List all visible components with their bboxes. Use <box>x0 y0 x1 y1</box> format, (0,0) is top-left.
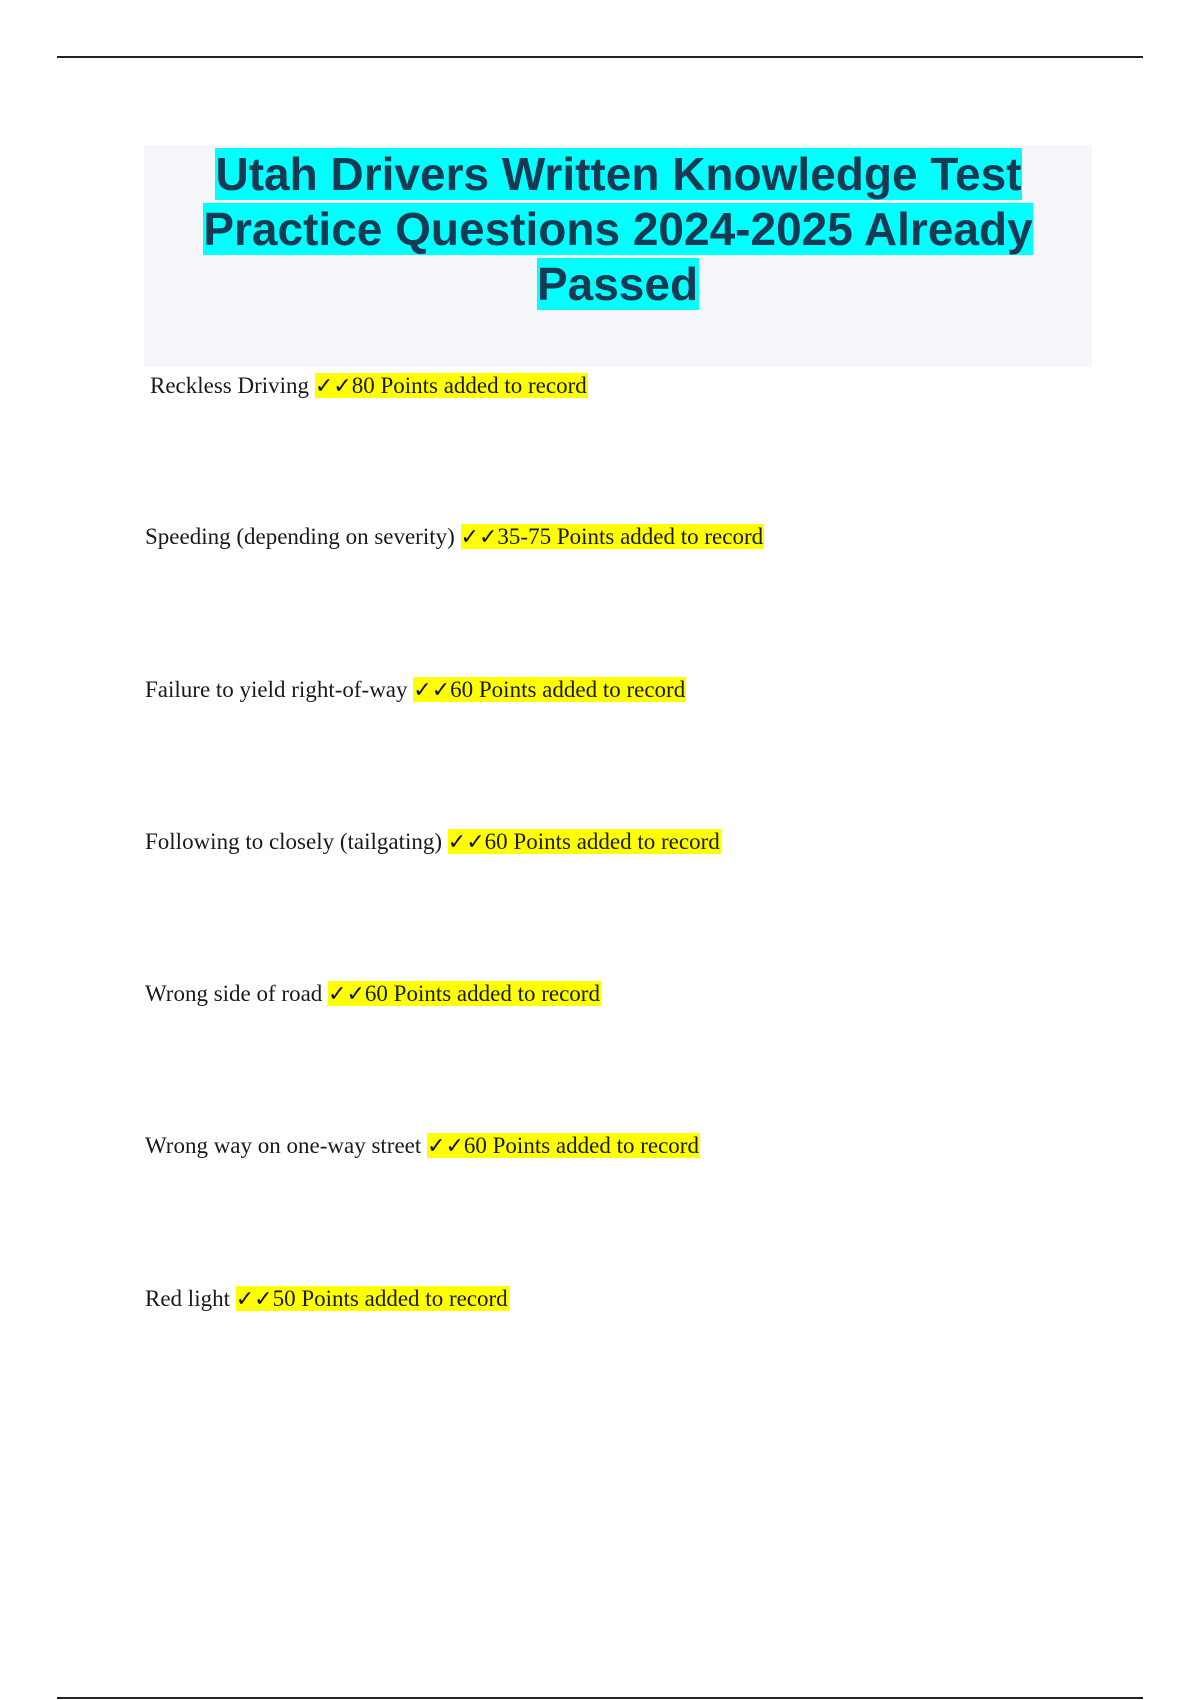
question-text: Failure to yield right-of-way <box>145 677 408 702</box>
answer-highlight <box>448 829 721 854</box>
double-check-icon: ✓✓ <box>447 830 485 855</box>
double-check-icon: ✓✓ <box>460 525 498 550</box>
qa-item-following-closely <box>145 827 721 858</box>
double-check-icon: ✓✓ <box>314 374 352 399</box>
question-text: Wrong way on one-way street <box>145 1133 422 1158</box>
qa-item-failure-to-yield <box>145 675 686 706</box>
answer-text: 60 Points added to record <box>484 829 720 854</box>
qa-item-wrong-side-of-road <box>145 979 601 1010</box>
answer-text: 60 Points added to record <box>364 981 600 1006</box>
qa-item-reckless-driving <box>150 371 588 402</box>
double-check-icon: ✓✓ <box>427 1134 464 1159</box>
question-text: Red light <box>145 1286 230 1311</box>
top-divider <box>57 56 1143 58</box>
qa-item-speeding <box>145 522 764 553</box>
double-check-icon: ✓✓ <box>413 678 451 703</box>
answer-text: 60 Points added to record <box>450 677 686 702</box>
answer-text: 35-75 Points added to record <box>497 524 764 549</box>
double-check-icon: ✓✓ <box>235 1287 273 1312</box>
document-title-text: Utah Drivers Written Knowledge Test Practice Questions 2024-2025 Already Passed <box>203 148 1033 310</box>
answer-highlight <box>236 1286 509 1311</box>
double-check-icon: ✓✓ <box>328 982 365 1007</box>
answer-text: 50 Points added to record <box>272 1286 508 1311</box>
qa-item-wrong-way-one-way <box>145 1131 700 1162</box>
answer-highlight <box>413 677 686 702</box>
question-text: Wrong side of road <box>145 981 323 1006</box>
answer-text: 80 Points added to record <box>351 373 587 398</box>
answer-highlight <box>461 524 765 549</box>
question-text: Reckless Driving <box>150 373 310 398</box>
title-banner <box>144 145 1092 367</box>
question-text: Speeding (depending on severity) <box>145 524 455 549</box>
document-title <box>144 145 1092 312</box>
answer-text: 60 Points added to record <box>463 1133 699 1158</box>
qa-item-red-light <box>145 1284 509 1315</box>
answer-highlight <box>427 1133 700 1158</box>
answer-highlight <box>328 981 601 1006</box>
question-text: Following to closely (tailgating) <box>145 829 443 854</box>
answer-highlight <box>315 373 588 398</box>
bottom-divider <box>57 1697 1143 1699</box>
